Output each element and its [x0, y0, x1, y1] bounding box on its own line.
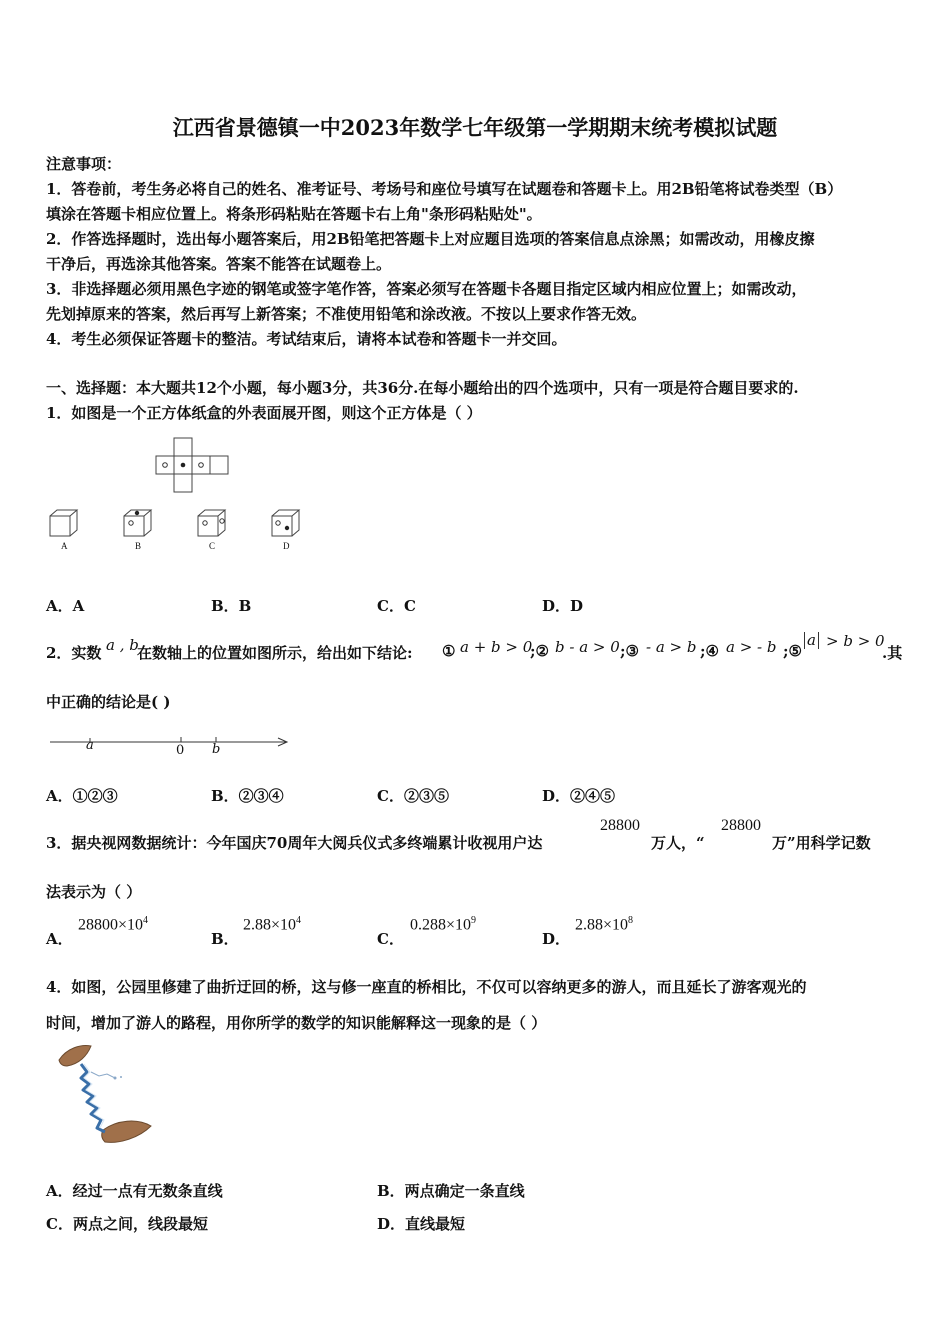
- q1-option-d[interactable]: D．D: [542, 597, 584, 615]
- question-3-tail: 万”用科学记数: [772, 834, 871, 852]
- cube-option-c-figure: [196, 508, 230, 538]
- cube-option-a-figure: [48, 508, 82, 538]
- notice-line: 2．作答选择题时，选出每小题答案后，用2B铅笔把答题卡上对应题目选项的答案信息点涂黑；如需改动，用橡皮擦: [46, 230, 815, 248]
- number-line-label-zero: 0: [176, 743, 185, 758]
- notice-line: 1．答卷前，考生务必将自己的姓名、准考证号、考场号和座位号填写在试题卷和答题卡上。用2B铅笔将试卷类型（B）: [46, 180, 843, 198]
- q4-option-a[interactable]: A．经过一点有无数条直线: [46, 1182, 223, 1200]
- q2-option-d[interactable]: D．②④⑤: [542, 787, 616, 805]
- q2-c3-num: ;③: [620, 642, 639, 660]
- q2-conclusion-4: a > - b: [726, 638, 777, 656]
- notice-line: 填涂在答题卡相应位置上。将条形码粘贴在答题卡右上角"条形码粘贴处"。: [46, 205, 542, 223]
- question-2-lead: 2．实数: [46, 644, 102, 662]
- q3-option-c-label[interactable]: C．: [377, 930, 404, 948]
- notice-line: 干净后，再选涂其他答案。答案不能答在试题卷上。: [46, 255, 392, 273]
- q1-option-b[interactable]: B．B: [211, 597, 252, 615]
- q2-c4-num: ;④: [700, 642, 719, 660]
- q3-option-c-value[interactable]: $0.288\times 10^9$: [410, 915, 477, 934]
- q2-c5-num: ;⑤: [783, 642, 802, 660]
- notice-line: 先划掉原来的答案，然后再写上新答案；不准使用铅笔和涂改液。不按以上要求作答无效。: [46, 305, 647, 323]
- q1-option-c[interactable]: C．C: [377, 597, 416, 615]
- q3-option-b-value[interactable]: $2.88\times 10^4$: [243, 915, 302, 934]
- notice-heading: 注意事项：: [46, 155, 122, 173]
- number-line-label-b: b: [212, 742, 221, 757]
- q1-option-a[interactable]: A．A: [46, 597, 85, 615]
- question-4-line1: 4．如图，公园里修建了曲折迂回的桥，这与修一座直的桥相比，不仅可以容纳更多的游人，而且延长了游客观光的: [46, 978, 807, 996]
- q4-option-d[interactable]: D．直线最短: [377, 1215, 466, 1233]
- number-line-figure: [48, 734, 293, 760]
- cube-option-d-figure: [270, 508, 304, 538]
- q2-abs-a: a: [804, 632, 819, 649]
- notice-line: 3．非选择题必须用黑色字迹的钢笔或签字笔作答，答案必须写在答题卡各题目指定区域内相应位置上；如需改动，: [46, 280, 807, 298]
- q3-option-d-label[interactable]: D．: [542, 930, 571, 948]
- question-3-lead: 3．据央视网数据统计：今年国庆70周年大阅兵仪式多终端累计收视用户达: [46, 834, 543, 852]
- question-1-stem: 1．如图是一个正方体纸盒的外表面展开图，则这个正方体是（ ）: [46, 404, 482, 422]
- cube-label-b: B: [135, 541, 142, 551]
- section-heading: 一、选择题：本大题共12个小题，每小题3分，共36分.在每小题给出的四个选项中，只有一项是符合题目要求的.: [46, 379, 799, 397]
- question-4-line2: 时间，增加了游人的路程，用你所学的数学的知识能解释这一现象的是（ ）: [46, 1014, 547, 1032]
- cube-option-b-figure: [122, 508, 156, 538]
- question-2-line2: 中正确的结论是( ): [46, 693, 171, 711]
- q2-option-b[interactable]: B．②③④: [211, 787, 284, 805]
- q2-option-a[interactable]: A．①②③: [46, 787, 118, 805]
- q2-conclusion-5: > b > 0: [826, 632, 885, 650]
- cube-label-c: C: [209, 541, 216, 551]
- q4-option-c[interactable]: C．两点之间，线段最短: [46, 1215, 208, 1233]
- cube-label-a: A: [61, 541, 68, 551]
- q2-option-c[interactable]: C．②③⑤: [377, 787, 449, 805]
- q3-option-d-value[interactable]: $2.88\times 10^8$: [575, 915, 634, 934]
- cube-net-figure: [150, 436, 240, 498]
- question-2-mid: 在数轴上的位置如图所示，给出如下结论:: [137, 644, 413, 662]
- question-3-line2: 法表示为（ ）: [46, 883, 142, 901]
- number-line-label-a: a: [86, 738, 94, 753]
- q2-conclusion-3: - a > b: [646, 638, 697, 656]
- q2-c2-num: ;②: [530, 642, 549, 660]
- q2-tail: .其: [882, 644, 903, 662]
- zigzag-bridge-figure: [55, 1042, 155, 1146]
- q3-option-b-label[interactable]: B．: [211, 930, 239, 948]
- q3-number-1: 28800: [600, 817, 640, 834]
- page-title: 江西省景德镇一中2023年数学七年级第一学期期末统考模拟试题: [172, 115, 778, 140]
- cube-label-d: D: [283, 541, 290, 551]
- q2-conclusion-2: b - a > 0: [555, 638, 620, 656]
- q2-c1-num: ①: [442, 642, 456, 660]
- q3-option-a-label[interactable]: A．: [46, 930, 73, 948]
- q4-option-b[interactable]: B．两点确定一条直线: [377, 1182, 525, 1200]
- notice-line: 4．考生必须保证答题卡的整洁。考试结束后，请将本试卷和答题卡一并交回。: [46, 330, 567, 348]
- q2-conclusion-1: a + b > 0: [460, 638, 533, 656]
- question-3-mid: 万人，“: [651, 834, 705, 852]
- q2-vars: a , b: [106, 636, 139, 654]
- q3-option-a-value[interactable]: $28800\times 10^4$: [78, 915, 149, 934]
- q3-number-2: 28800: [721, 817, 761, 834]
